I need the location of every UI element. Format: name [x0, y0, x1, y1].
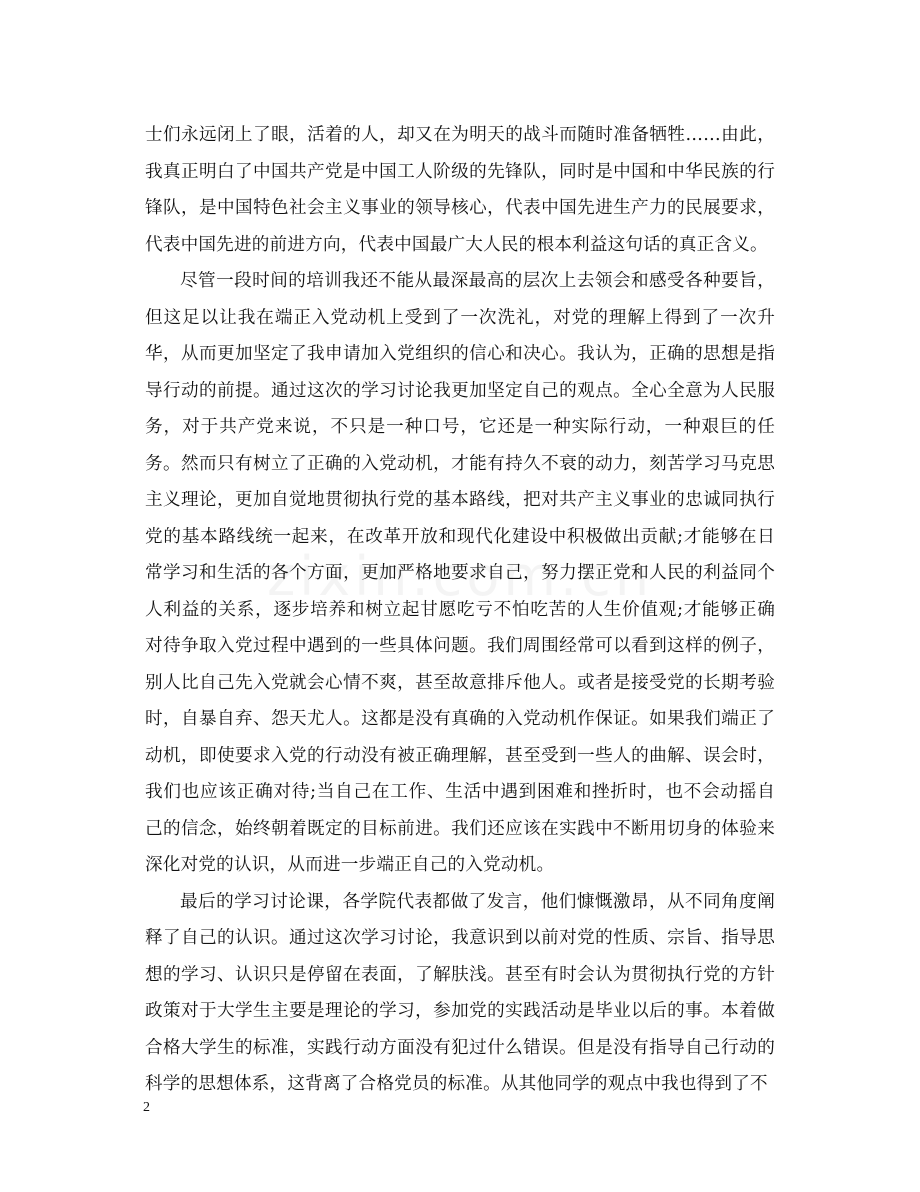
text-line: 己的信念，始终朝着既定的目标前进。我们还应该在实践中不断用切身的体验来: [145, 818, 775, 839]
text-line: 合格大学生的标准，实践行动方面没有犯过什么错误。但是没有指导自己行动的: [145, 1037, 775, 1058]
text-line: 尽管一段时间的培训我还不能从最深最高的层次上去领会和感受各种要旨，: [180, 271, 775, 291]
text-line: 深化对党的认识，从而进一步端正自己的入党动机。: [145, 855, 555, 875]
text-line: 锋队，是中国特色社会主义事业的领导核心，代表中国先进生产力的民展要求，: [145, 198, 775, 218]
text-line: 主义理论，更加自觉地贯彻执行党的基本路线，把对共产主义事业的忠诚同执行: [145, 490, 775, 510]
text-line: 对待争取入党过程中遇到的一些具体问题。我们周围经常可以看到这样的例子，: [145, 636, 775, 656]
text-line: 务，对于共产党来说，不只是一种口号，它还是一种实际行动，一种艰巨的任: [145, 417, 775, 437]
text-line: 代表中国先进的前进方向，代表中国最广大人民的根本利益这句话的真正含义。: [145, 234, 768, 255]
paragraph: [145, 263, 775, 884]
text-line: 党的基本路线统一起来，在改革开放和现代化建设中积极做出贡献;才能够在日: [145, 526, 775, 547]
text-line: 动机，即使要求入党的行动没有被正确理解，甚至受到一些人的曲解、误会时，: [145, 745, 775, 766]
text-line: 我们也应该正确对待;当自己在工作、生活中遇到困难和挫折时，也不会动摇自: [145, 782, 775, 802]
body-text: [145, 117, 775, 1103]
text-line: 科学的思想体系，这背离了合格党员的标准。从其他同学的观点中我也得到了不: [145, 1074, 768, 1094]
text-line: 务。然而只有树立了正确的入党动机，才能有持久不衰的动力，刻苦学习马克思: [145, 453, 775, 474]
text-line: 我真正明白了中国共产党是中国工人阶级的先锋队，同时是中国和中华民族的行: [145, 161, 775, 182]
text-line: 释了自己的认识。通过这次学习讨论，我意识到以前对党的性质、宗旨、指导思: [145, 928, 775, 948]
text-line: 人利益的关系，逐步培养和树立起甘愿吃亏不怕吃苦的人生价值观;才能够正确: [145, 599, 775, 620]
text-line: 华，从而更加坚定了我申请加入党组织的信心和决心。我认为，正确的思想是指: [145, 344, 775, 364]
page-number: 2: [143, 1100, 150, 1115]
text-line: 最后的学习讨论课，各学院代表都做了发言，他们慷慨激昂，从不同角度阐: [180, 891, 775, 912]
paragraph: [145, 117, 775, 263]
text-line: 别人比自己先入党就会心情不爽，甚至故意排斥他人。或者是接受党的长期考验: [145, 672, 775, 693]
text-line: 但这足以让我在端正入党动机上受到了一次洗礼，对党的理解上得到了一次升: [145, 307, 775, 328]
text-line: 导行动的前提。通过这次的学习讨论我更加坚定自己的观点。全心全意为人民服: [145, 380, 775, 401]
paragraph: [145, 884, 775, 1103]
text-line: 常学习和生活的各个方面，更加严格地要求自己，努力摆正党和人民的利益同个: [145, 563, 775, 583]
text-line: 士们永远闭上了眼，活着的人，却又在为明天的战斗而随时准备牺牲……由此，: [145, 125, 775, 145]
text-line: 政策对于大学生主要是理论的学习，参加党的实践活动是毕业以后的事。本着做: [145, 1001, 775, 1021]
text-line: 时，自暴自弃、怨天尤人。这都是没有真确的入党动机作保证。如果我们端正了: [145, 709, 775, 729]
text-line: 想的学习、认识只是停留在表面，了解肤浅。甚至有时会认为贯彻执行党的方针: [145, 964, 775, 985]
